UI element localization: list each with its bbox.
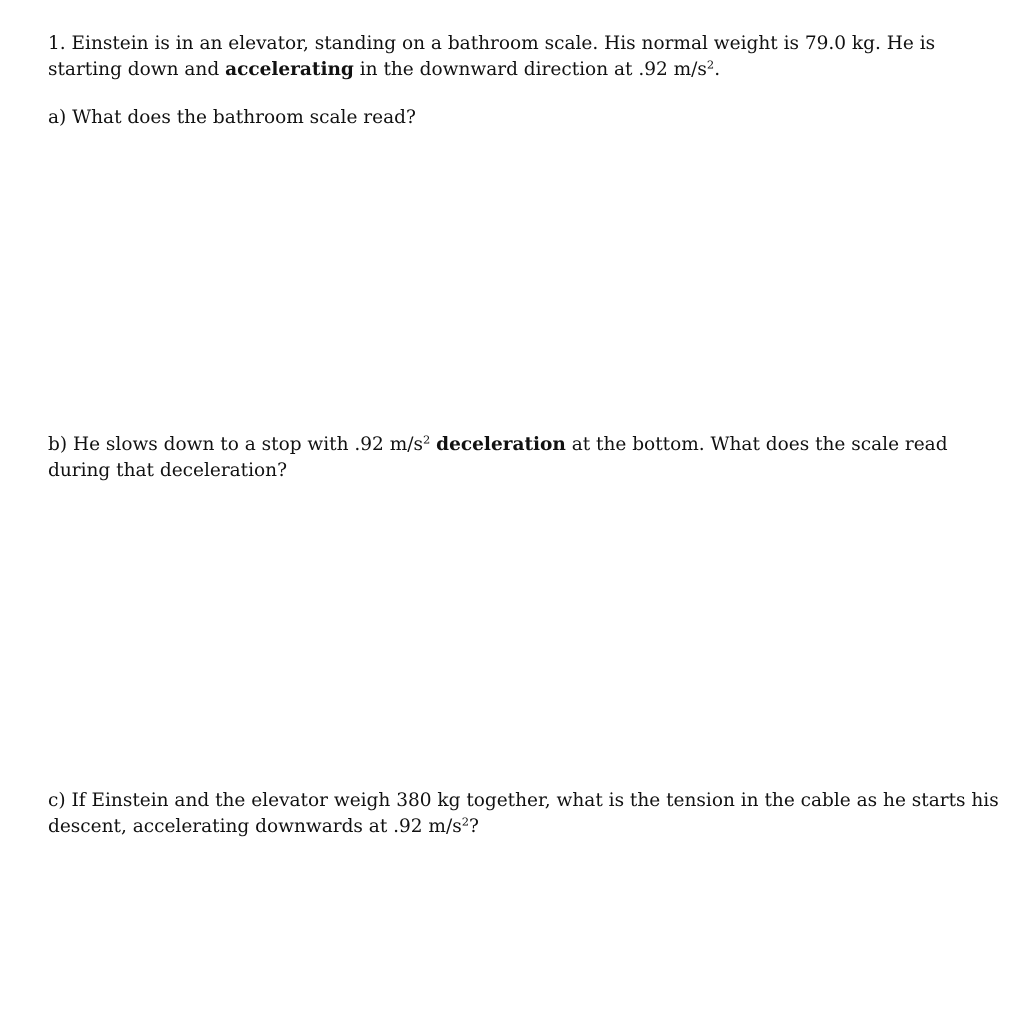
question-1-text-after: in the downward direction at .92 m/s — [353, 59, 707, 80]
part-c-line-2 — [48, 814, 988, 840]
question-1-period: . — [714, 59, 721, 80]
question-1-line-2 — [48, 57, 988, 83]
squared-exponent: 2 — [706, 57, 715, 72]
squared-exponent: 2 — [422, 432, 431, 447]
question-1-text-before: starting down and — [48, 59, 226, 80]
question-1-line-1: 1. Einstein is in an elevator, standing on a bathroom scale. His normal weight is 79.0 kg. He is — [48, 33, 936, 54]
squared-exponent: 2 — [461, 814, 469, 829]
accelerating-emphasis: accelerating — [225, 59, 354, 80]
deceleration-emphasis: deceleration — [436, 434, 566, 455]
part-b-text-after: at the bottom. What does the scale read — [565, 434, 948, 455]
question-1 — [48, 31, 988, 83]
part-b-text-before: b) He slows down to a stop with .92 m/s — [48, 434, 423, 455]
part-a-question: a) What does the bathroom scale read? — [48, 107, 416, 128]
part-b-line-2: during that deceleration? — [48, 460, 288, 481]
part-b-line-1 — [48, 432, 988, 458]
part-c — [48, 788, 999, 840]
part-a — [48, 105, 988, 131]
part-c-text-before: descent, accelerating downwards at .92 m/s — [48, 816, 462, 837]
part-b — [48, 432, 988, 484]
part-c-line-1: c) If Einstein and the elevator weigh 380 kg together, what is the tension in the cable as he starts his — [48, 790, 999, 811]
part-c-question-mark: ? — [469, 816, 479, 837]
